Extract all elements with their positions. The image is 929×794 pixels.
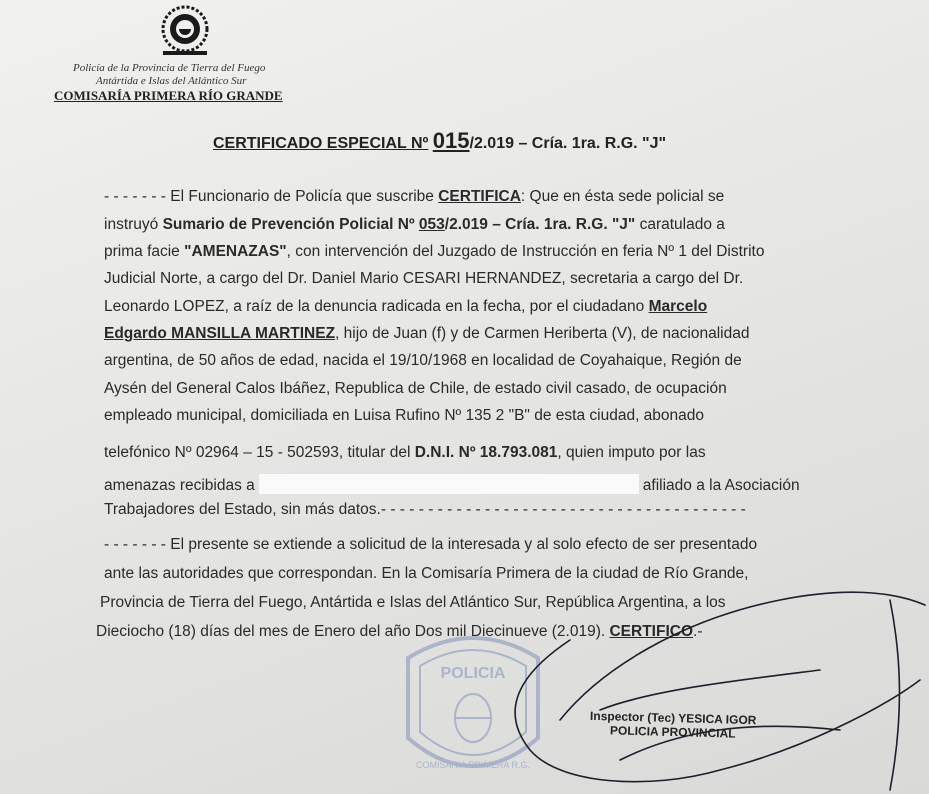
body-line: Edgardo MANSILLA MARTINEZ, hijo de Juan (f) y de Carmen Heriberta (V), de nacionalidad [104,325,750,342]
dni-number: D.N.I. Nº 18.793.081 [414,444,558,461]
body-line: Trabajadores del Estado, sin más datos.- - - - - - - - - - - - - - - - - - - - - - - - - - - - - - - - - - - - - - - [104,501,746,518]
sumario-number: 053 [418,216,445,233]
handwritten-signature [420,560,929,794]
stamp-title: POLICIA [440,665,506,682]
title-suffix: /2.019 – Cría. 1ra. R.G. "J" [469,135,667,152]
body-line: Provincia de Tierra del Fuego, Antártida e Islas del Atlántico Sur, República Argentina, a los [100,594,726,611]
stamp-text: COMISARIA PRIMERA R.G. [415,760,531,770]
body-line: - - - - - - - El Funcionario de Policía que suscribe CERTIFICA: Que en ésta sede policial se [104,188,725,205]
body-line: telefónico Nº 02964 – 15 - 502593, titular del D.N.I. Nº 18.793.081, quien imputo por las [104,444,706,461]
body-line: amenazas recibidas a afiliado a la Asociación [104,474,800,495]
certificate-number: 015 [432,128,470,153]
body-line: prima facie "AMENAZAS", con intervención del Juzgado de Instrucción en feria Nº 1 del Distrito [104,243,765,260]
header-region-line: Antártida e Islas del Atlántico Sur [96,75,247,87]
body-line: - - - - - - - El presente se extiende a solicitud de la interesada y al solo efecto de ser presentado [104,536,758,553]
body-line: instruyó Sumario de Prevención Policial Nº 053/2.019 – Cría. 1ra. R.G. "J" caratulado a [104,216,725,233]
body-line: Leonardo LOPEZ, a raíz de la denuncia radicada en la fecha, por el ciudadano Marcelo [104,298,708,315]
body-line: ante las autoridades que correspondan. En la Comisaría Primera de la ciudad de Río Grande, [104,565,749,582]
body-line: Aysén del General Calos Ibáñez, Republica de Chile, de estado civil casado, de ocupación [104,380,727,397]
certifica-word: CERTIFICA [438,188,521,205]
header-station-name: COMISARÍA PRIMERA RÍO GRANDE [54,88,283,103]
body-line: Dieciocho (18) días del mes de Enero del año Dos mil Diecinueve (2.019). CERTIFICO.- [96,623,703,640]
body-line: empleado municipal, domiciliada en Luisa Rufino Nº 135 2 "B" de esta ciudad, abonado [104,407,705,424]
redacted-name [259,474,639,494]
police-emblem-logo [153,4,217,58]
complainant-surname: Edgardo MANSILLA MARTINEZ [104,325,336,342]
signatory-name: Inspector (Tec) YESICA IGOR [589,708,757,728]
body-line: Judicial Norte, a cargo del Dr. Daniel Mario CESARI HERNANDEZ, secretaria a cargo del Dr. [104,270,744,287]
certificate-title [213,128,666,154]
certifico-word: CERTIFICO [609,623,694,640]
body-line: argentina, de 50 años de edad, nacida el 19/10/1968 en localidad de Coyahaique, Región de [104,352,742,369]
header-institution-line: Policía de la Provincia de Tierra del Fuego [73,62,266,74]
signatory-role: POLICIA PROVINCIAL [609,723,736,741]
complainant-name: Marcelo [648,298,708,315]
title-prefix: CERTIFICADO ESPECIAL Nº [213,135,429,152]
